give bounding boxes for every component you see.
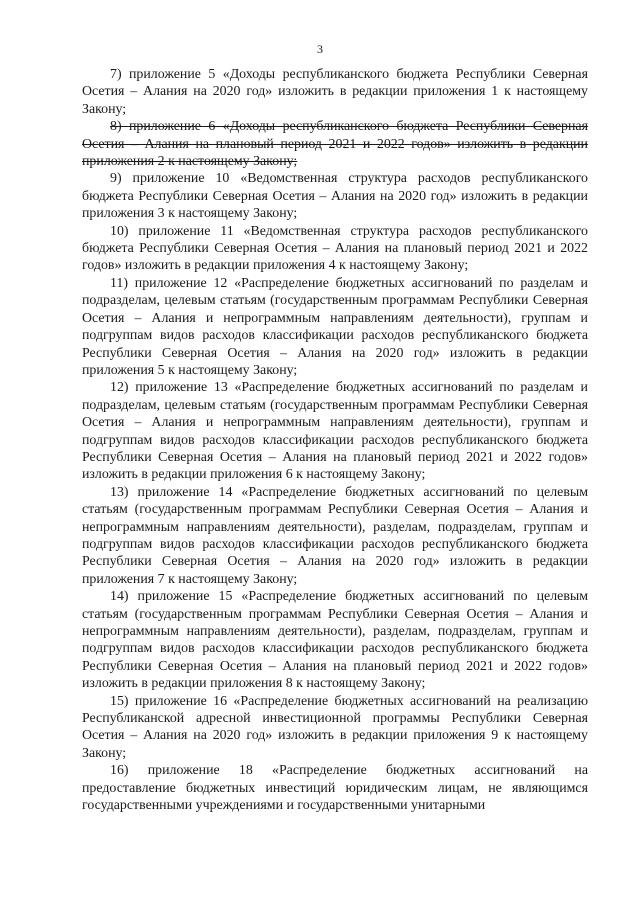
- amendment-item-13: 13) приложение 14 «Распределение бюджетных ассигнований по целевым статьям (государственным программам Республики Северная Осетия – Алания и непрограммным направлениям деятельности), разделам, подразделам, группам и подгруппам видов расходов классификации расходов республиканского бюджета Республики Северная Осетия – Алания на 2020 год» изложить в редакции приложения 7 к настоящему Закону;: [82, 484, 588, 587]
- amendment-item-14: 14) приложение 15 «Распределение бюджетных ассигнований по целевым статьям (государственным программам Республики Северная Осетия – Алания и непрограммным направлениям деятельности), разделам, подразделам, группам и подгруппам видов расходов классификации расходов республиканского бюджета Республики Северная Осетия – Алания на плановый период 2021 и 2022 годов» изложить в редакции приложения 8 к настоящему Закону;: [82, 589, 588, 692]
- amendment-item-7: 7) приложение 5 «Доходы республиканского бюджета Республики Северная Осетия – Алания на 2020 год» изложить в редакции приложения 1 к настоящему Закону;: [82, 67, 588, 117]
- amendment-item-16: 16) приложение 18 «Распределение бюджетных ассигнований на предоставление бюджетных инвестиций юридическим лицам, не являющимся государственными учреждениями и государственными унитарными: [82, 763, 588, 814]
- amendment-item-9: 9) приложение 10 «Ведомственная структура расходов республиканского бюджета Республики Северная Осетия – Алания на 2020 год» изложить в редакции приложения 3 к настоящему Закону;: [82, 171, 588, 222]
- amendment-item-11: 11) приложение 12 «Распределение бюджетных ассигнований по разделам и подразделам, целевым статьям (государственным программам Республики Северная Осетия – Алания и непрограммным направлениям деятельности), группам и подгруппам видов расходов классификации расходов республиканского бюджета Республики Северная Осетия – Алания на 2020 год» изложить в редакции приложения 5 к настоящему Закону;: [82, 275, 588, 378]
- amendment-item-10: 10) приложение 11 «Ведомственная структура расходов республиканского бюджета Республики Северная Осетия – Алания на плановый период 2021 и 2022 годов» изложить в редакции приложения 4 к настоящему Закону;: [82, 223, 588, 274]
- amendment-item-12: 12) приложение 13 «Распределение бюджетных ассигнований по разделам и подразделам, целевым статьям (государственным программам Республики Северная Осетия – Алания и непрограммным направлениям деятельности), группам и подгруппам видов расходов классификации расходов республиканского бюджета Республики Северная Осетия – Алания на плановый период 2021 и 2022 годов» изложить в редакции приложения 6 к настоящему Закону;: [82, 380, 588, 483]
- amendment-item-15: 15) приложение 16 «Распределение бюджетных ассигнований на реализацию Республиканской адресной инвестиционной программы Республики Северная Осетия – Алания на 2020 год» изложить в редакции приложения 9 к настоящему Закону;: [82, 693, 588, 761]
- document-body: [82, 66, 588, 814]
- amendment-item-8: 8) приложение 6 «Доходы республиканского бюджета Республики Северная Осетия – Алания на плановый период 2021 и 2022 годов» изложить в редакции приложения 2 к настоящему Закону;: [82, 119, 588, 170]
- page-number: 3: [317, 42, 323, 56]
